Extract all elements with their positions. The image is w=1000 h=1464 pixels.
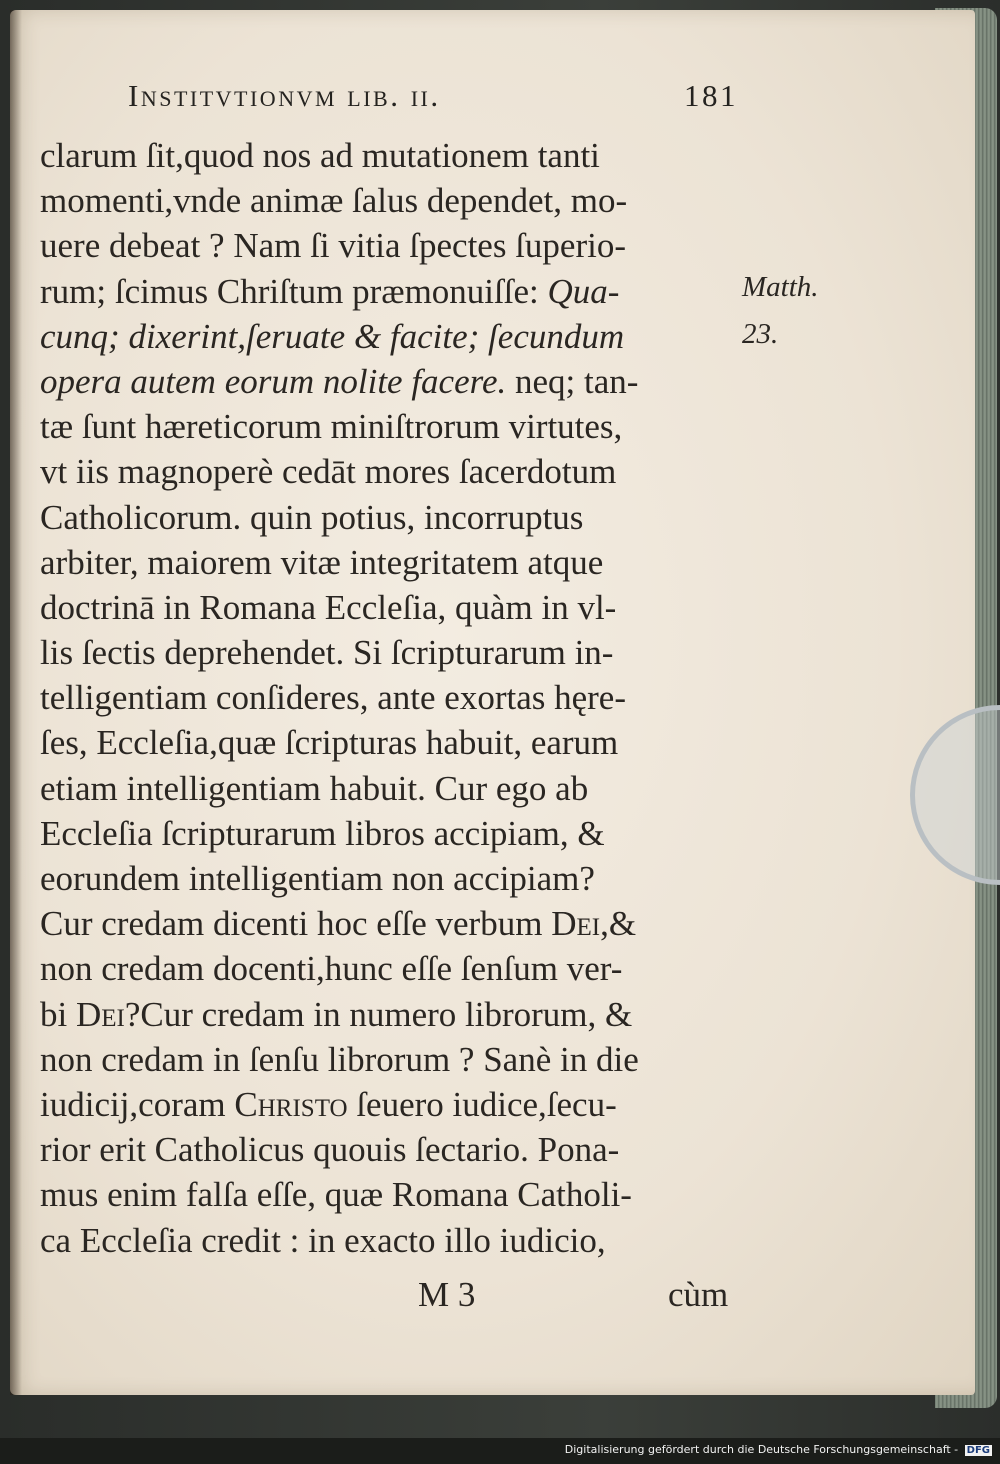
text-line [40, 720, 750, 765]
text-segment: Eccleſia ſcripturarum libros accipiam, & [40, 813, 605, 853]
text-line [40, 449, 750, 494]
text-line [40, 1127, 750, 1172]
text-segment: tæ ſunt hæreticorum miniſtrorum virtutes, [40, 407, 623, 447]
text-line [40, 766, 750, 811]
signature-mark: M 3 [418, 1275, 476, 1314]
text-line [40, 675, 750, 720]
text-segment: ,& [600, 904, 637, 944]
text-segment: ſeuero iudice,ſecu- [347, 1084, 617, 1124]
text-line [40, 1218, 750, 1263]
text-line [40, 404, 750, 449]
text-segment: momenti,vnde animæ ſalus dependet, mo- [40, 181, 628, 221]
running-header [128, 78, 738, 118]
text-segment: doctrinā in Romana Eccleſia, quàm in vl- [40, 587, 617, 627]
text-line [40, 585, 750, 630]
text-line [40, 856, 750, 901]
text-segment: Dei [75, 994, 125, 1034]
text-segment: clarum ſit,quod nos ad mutationem tanti [40, 136, 600, 175]
text-segment: cunq; dixerint,ſeruate & facite; ſecundum [40, 316, 625, 356]
text-segment: ?Cur credam in numero librorum, & [124, 994, 633, 1034]
text-segment: mus enim falſa eſſe, quæ Romana Catholi- [40, 1175, 632, 1215]
text-segment: vt iis magnoperè cedāt mores ſacerdotum [40, 452, 617, 492]
text-segment: Dei [551, 904, 601, 944]
text-line [40, 811, 750, 856]
text-segment: ca Eccleſia credit : in exacto illo iudicio, [40, 1220, 606, 1260]
text-line [40, 946, 750, 991]
text-line [40, 314, 750, 359]
text-segment: eorundem intelligentiam non accipiam? [40, 859, 595, 898]
text-segment: non credam docenti,hunc eſſe ſenſum ver- [40, 949, 623, 989]
page-number: 181 [684, 78, 738, 113]
text-segment: rior erit Catholicus quouis ſectario. Pona- [40, 1130, 620, 1170]
text-line [40, 630, 750, 675]
text-segment: Qua- [547, 271, 620, 311]
text-segment: iudicij,coram [40, 1084, 235, 1124]
text-segment: rum; ſcimus Chriſtum præmonuiſſe: [40, 271, 548, 311]
body-text [40, 133, 750, 1263]
text-line [40, 178, 750, 223]
gutter-shadow [10, 10, 22, 1395]
text-segment: uere debeat ? Nam ſi vitia ſpectes ſuperio- [40, 226, 626, 266]
text-segment: ſes, Eccleſia,quæ ſcripturas habuit, earum [40, 723, 619, 763]
text-line [40, 1037, 750, 1082]
text-line [40, 269, 750, 314]
digitization-credit [565, 1443, 992, 1456]
dfg-logo: DFG [966, 1444, 990, 1456]
marginal-reference-chapter: 23. [742, 318, 779, 350]
text-line [40, 1172, 750, 1217]
catchword: cùm [668, 1275, 729, 1314]
text-segment: Christo [234, 1084, 348, 1124]
text-line [40, 359, 750, 404]
text-segment: non credam in ſenſu librorum ? Sanè in die [40, 1039, 639, 1079]
text-line [40, 540, 750, 585]
text-segment: arbiter, maiorem vitæ integritatem atque [40, 542, 604, 582]
running-title: Institvtionvm lib. ii. [128, 78, 441, 113]
text-line [40, 223, 750, 268]
text-segment: lis ſectis deprehendet. Si ſcripturarum in- [40, 633, 614, 673]
marginal-reference-book: Matth. [742, 271, 819, 303]
text-segment: telligentiam conſideres, ante exortas hęre- [40, 678, 626, 718]
text-segment: neq; tan- [506, 361, 639, 401]
text-segment: Cur credam dicenti hoc eſſe verbum [40, 904, 552, 944]
text-line [40, 1082, 750, 1127]
text-line [40, 133, 750, 178]
text-line [40, 901, 750, 946]
text-line [40, 495, 750, 540]
text-line [40, 992, 750, 1037]
text-segment: bi [40, 994, 76, 1034]
text-segment: opera autem eorum nolite facere. [40, 361, 507, 401]
text-segment: Catholicorum. quin potius, incorruptus [40, 497, 584, 537]
credit-text: Digitalisierung gefördert durch die Deutsche Forschungsgemeinschaft - [564, 1443, 959, 1456]
text-segment: etiam intelligentiam habuit. Cur ego ab [40, 768, 589, 808]
